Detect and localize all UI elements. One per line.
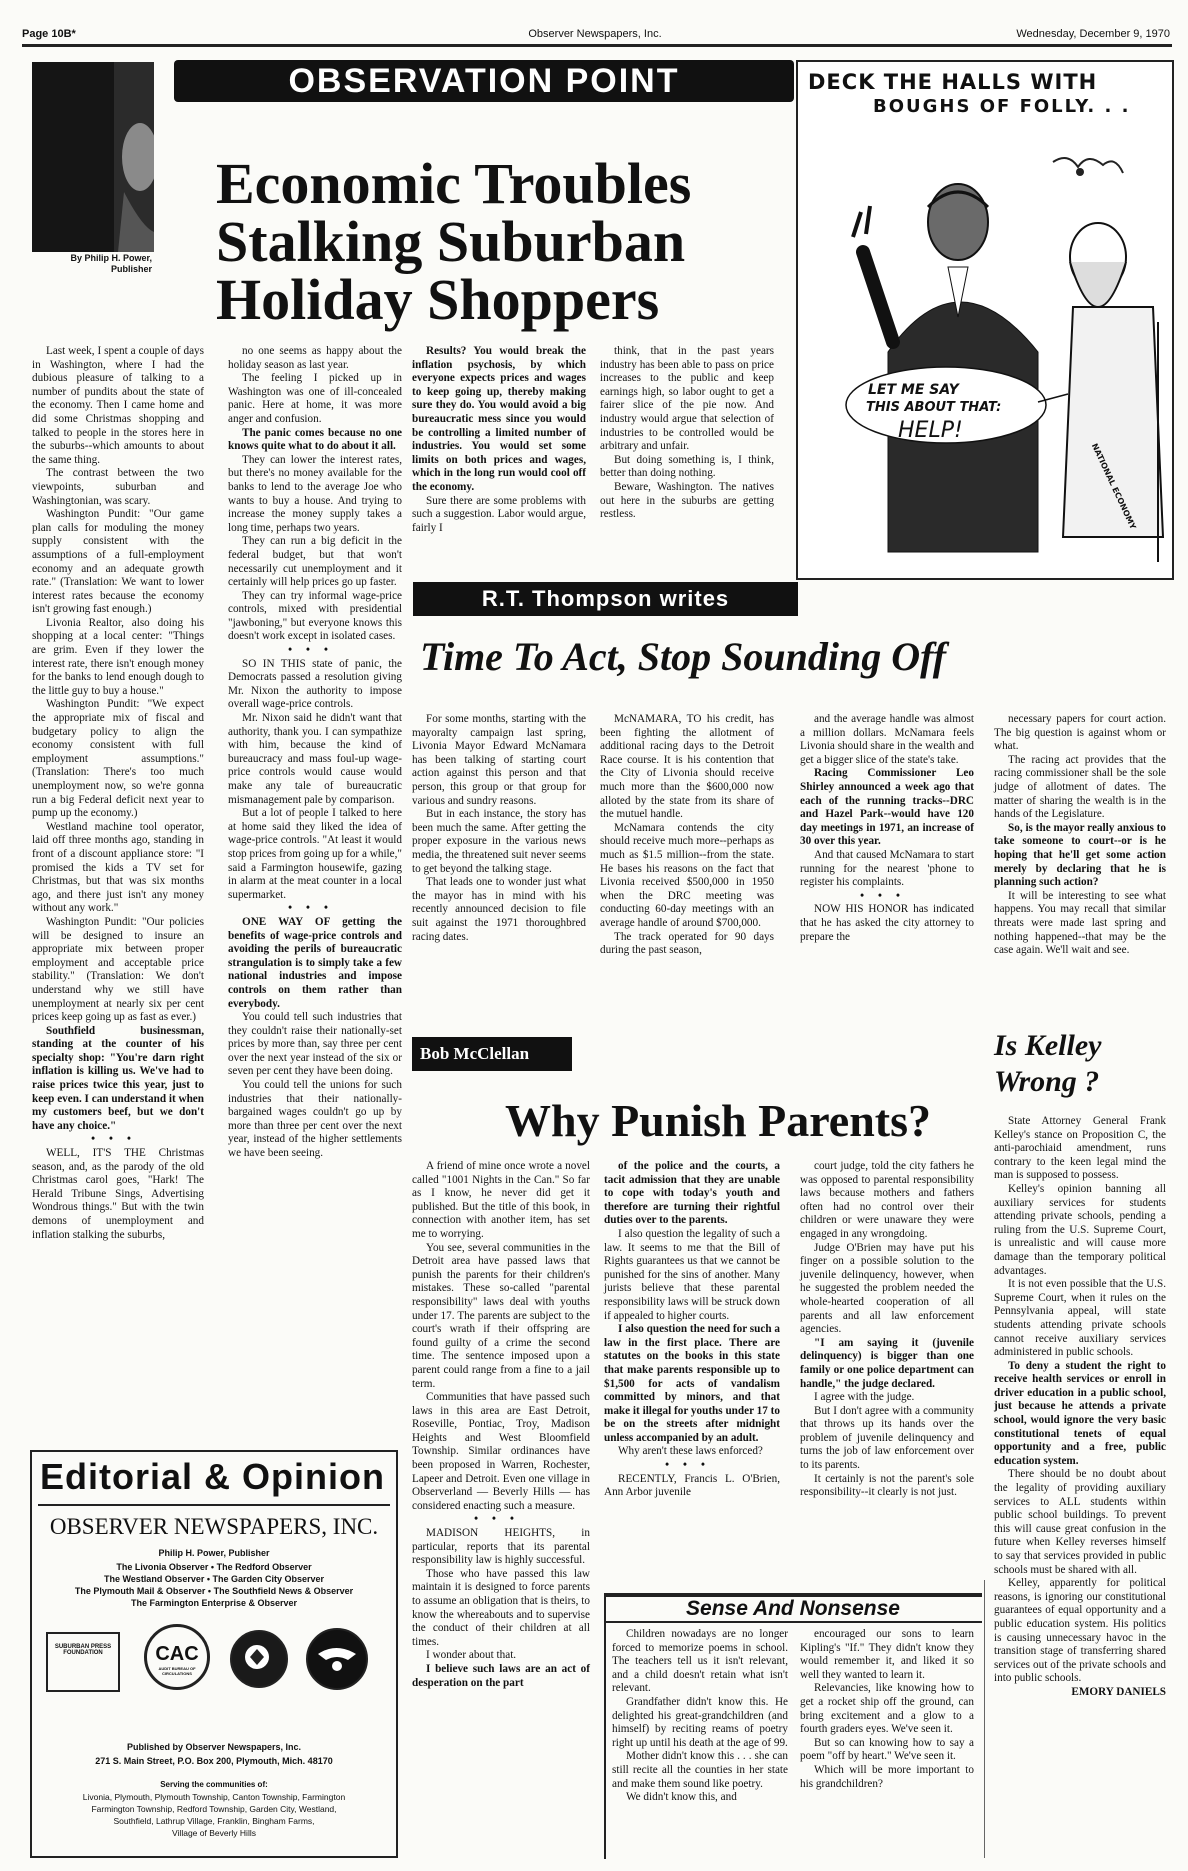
paragraph: Kelley, apparently for political reasons, is ignoring our constitutional guarantees of equal opportunity and a public education system. His politics is causing unnecessary havoc in the transition stage of transferring shared services out of the private schools and into public schools. — [994, 1577, 1166, 1685]
paragraph: and the average handle was almost a million dollars. McNamara feels Livonia should share in the wealth and get a bigger slice of the state's take. — [800, 713, 974, 766]
paragraph: ONE WAY OF getting the benefits of wage-price controls and avoiding the perils of bureaucratic strangulation is to simply take a few national industries and impose controls on them rather than everybody. — [228, 915, 402, 1010]
paragraph: State Attorney General Frank Kelley's stance on Proposition C, the anti-parochiaid amendment, runs contrary to the keen legal mind the man is supposed to possess. — [994, 1115, 1166, 1182]
editorial-cartoon — [796, 60, 1174, 580]
paragraph: But I don't agree with a community that throws up its hands over the problem of juvenile delinquency and turns the job of law enforcement over to its parents. — [800, 1404, 974, 1472]
byline: By Philip H. Power, — [70, 253, 152, 263]
kelley-headline-1: Is Kelley — [994, 1029, 1102, 1062]
thompson-col-3 — [800, 713, 974, 944]
mcclellan-col-1 — [412, 1160, 590, 1690]
mcclellan-banner: Bob McClellan — [412, 1037, 572, 1071]
paragraph: Children nowadays are no longer forced to memorize poems in school. The teachers tell us it isn't relevant, and a child doesn't retain what isn't relevant. — [612, 1628, 788, 1695]
address: 271 S. Main Street, P.O. Box 200, Plymouth, Mich. 48170 — [95, 1756, 333, 1766]
nonsense-col-1 — [612, 1628, 788, 1805]
mcclellan-headline: Why Punish Parents? — [505, 1095, 932, 1146]
observation-col-4 — [600, 345, 774, 522]
paragraph: They can lower the interest rates, but there's no money available for the banks to lend to the average Joe who wants to buy a house. And trying to increase the money supply takes a long time, perhaps two years. — [228, 453, 402, 534]
paragraph: The contrast between the two viewpoints, suburban and Washingtonian, was scary. — [32, 467, 204, 507]
thompson-banner: R.T. Thompson writes — [413, 582, 798, 616]
paragraph: A friend of mine once wrote a novel called "1001 Nights in the Can." So far as I know, he never did get it published. But the title of this book, in connection with another item, has set me to worrying. — [412, 1160, 590, 1240]
nonsense-title: Sense And Nonsense — [686, 1597, 900, 1620]
header-rule — [22, 44, 1172, 47]
paragraph: You could tell the unions for such industries that their nationally-bargained wages couldn't go up by more than three per cent over the next year, instead of the higher settlements we have been seeing. — [228, 1079, 402, 1160]
cartoon-speech-1: LET ME SAY — [868, 382, 959, 398]
paragraph: You see, several communities in the Detroit area have passed laws that punish the parents for their children's mistakes. These so-called "parental responsibility" laws deal with youths under 17. The parents are subject to the court's wrath if their offspring are found guilty of a crime the second time. The sentence imposed upon a parent could range from a fine to a jail term. — [412, 1241, 590, 1390]
paragraph: Racing Commissioner Leo Shirley announced a week ago that each of the running tracks--DRC and Hazel Park--would have 120 day meetings in 1971, an increase of 30 over this year. — [800, 767, 974, 848]
paragraph: To deny a student the right to receive health services or enroll in driver education in a public school, just because he attends a private school, would ignore the very basic constitutional tenets of equal opportunity and a free, public education system. — [994, 1359, 1166, 1467]
eagle-seal — [306, 1628, 368, 1690]
paragraph: court judge, told the city fathers he was opposed to parental responsibility laws because mothers and fathers often had no control over their children or were unaware they were engaged in any wrongdoing. — [800, 1160, 974, 1240]
paragraph: Westland machine tool operator, laid off three months ago, standing in front of a discount appliance store: "I promised the kids a TV set for Christmas, but that was six months ago, and there just isn't any money without any work." — [32, 820, 204, 915]
paragraph: It is not even possible that the U.S. Supreme Court, when it rules on the Pennsylvania appeal, will state students attending private schools cannot receive auxiliary services administered in public schools. — [994, 1278, 1166, 1359]
cartoon-drawing — [798, 122, 1172, 578]
observation-headline-2: Stalking Suburban — [216, 209, 686, 274]
paragraph: NOW HIS HONOR has indicated that he has asked the city attorney to prepare the — [800, 903, 974, 943]
paragraph: Judge O'Brien may have put his finger on a possible solution to the juvenile delinquency, however, when he suggested the problem needed the whole-hearted cooperation of all parents and all law enforcement agencies. — [800, 1241, 974, 1336]
paragraph: There should be no doubt about the legality of providing auxiliary services to ALL students within public school buildings. To prevent this will cause great confusion in the future when Kelley reverses himself to say that services provided in public schools must be shared with all. — [994, 1468, 1166, 1576]
serving-list-1: Livonia, Plymouth, Plymouth Township, Canton Township, Farmington — [82, 1792, 346, 1802]
observation-col-3 — [412, 345, 586, 535]
thompson-col-2 — [600, 713, 774, 958]
separator: ••• — [474, 1513, 528, 1526]
paragraph: But doing something is, I think, better than doing nothing. — [600, 453, 774, 480]
paragraph: Grandfather didn't know this. He delighted his great-grandchildren (and himself) by reciting reams of poetry right up until his death at the age of 99. — [612, 1695, 788, 1749]
paragraph: That leads one to wonder just what the mayor has in mind with his recently announced decision to file suit against the 1971 thoroughbred racing dates. — [412, 876, 586, 943]
paragraph: Washington Pundit: "We expect the appropriate mix of fiscal and budgetary policy to align the economy consistent with full employment assumptions." (Translation: There's too much unemployment now, so we're gonna run a big Federal deficit next year to pump up the economy.) — [32, 698, 204, 820]
paper-list-1: The Livonia Observer • The Redford Observer — [116, 1562, 312, 1572]
publisher-photo — [32, 62, 154, 252]
observation-headline-1: Economic Troubles — [216, 151, 692, 216]
paragraph: encouraged our sons to learn Kipling's "If." They didn't know they would remember it, and liked it so well they wanted to learn it. — [800, 1628, 974, 1681]
editorial-masthead — [30, 1450, 398, 1858]
press-association-seal — [230, 1630, 288, 1688]
paragraph: But a lot of people I talked to here at home said they liked the idea of wage-price controls. "At least it would stop prices from going up for a while," said a Farmington housewife, gazing in alarm at the meat counter in a local supermarket. — [228, 807, 402, 901]
thompson-headline: Time To Act, Stop Sounding Off — [420, 634, 947, 679]
signature: EMORY DANIELS — [1071, 1685, 1166, 1698]
paragraph: Sure there are some problems with such a suggestion. Labor would argue, fairly I — [412, 494, 586, 534]
eagle-emblem — [308, 1630, 366, 1688]
paragraph: Washington Pundit: "Our game plan calls for moduling the money supply consistent with the assumptions of a full-employment economy and an adequate growth rate." (Translation: We want to lower interest rates because the economy isn't growing fast enough.) — [32, 508, 204, 616]
paragraph: McNamara contends the city should receive much more--perhaps as much as $1.5 million--from the state. He bases his reasons on the fact that Livonia received $500,000 in 1950 when the DRC meeting was conducting 60-day meetings with an average handle of around $700,000. — [600, 821, 774, 929]
paragraph: Communities that have passed such laws in this area are East Detroit, Roseville, Pontiac, Troy, Madison Heights and West Bloomfield Township. Similar ordinances have been proposed in Warren, Rochester, Lapeer and Detroit. Even one village in Observerland — Beverly Hills — has considered enacting such a measure. — [412, 1391, 590, 1512]
seal-emblem — [232, 1632, 286, 1686]
thompson-col-1 — [412, 713, 586, 944]
paragraph: I wonder about that. — [426, 1649, 517, 1662]
paragraph: I agree with the judge. — [814, 1391, 915, 1404]
paragraph: I also question the need for such a law in the first place. There are statutes on the books in this state that make parents responsible up to $1,500 for acts of vandalism committed by minors, and that make it illegal for youths under 17 to be on the streets after midnight unless accompanied by an adult. — [604, 1323, 780, 1444]
paragraph: Mr. Nixon said he didn't want that authority, thank you. I can sympathize with him, because the kind of bureaucracy and mass foul-up wage-price controls would cause would make any tale of bureaucratic mismanagement pale by comparison. — [228, 712, 402, 806]
serving-list-4: Village of Beverly Hills — [172, 1828, 256, 1838]
paragraph: It will be interesting to see what happens. You may recall that similar threats were made last spring and nothing happened--that may be the case again. We'll wait and see. — [994, 889, 1166, 957]
paragraph: We didn't know this, and — [626, 1791, 737, 1804]
paragraph: For some months, starting with the mayoralty campaign last spring, Livonia Mayor Edward McNamara has been talking of starting court action against this person and that person, this group or that group for various and sundry reasons. — [412, 713, 586, 807]
paragraph: MADISON HEIGHTS, in particular, reports that its parental responsibility law is highly successful. — [412, 1527, 590, 1567]
editorial-title: Editorial & Opinion — [40, 1456, 385, 1497]
paragraph: RECENTLY, Francis L. O'Brien, Ann Arbor juvenile — [604, 1472, 780, 1499]
paragraph: Livonia Realtor, also doing his shopping at a local center: "Things are grim. Even if they lower the interest rate, there isn't enough money for the banks to lend enough dough to the little guy to buy a house." — [32, 616, 204, 697]
paper-list-2: The Westland Observer • The Garden City Observer — [103, 1574, 325, 1584]
paragraph: But in each instance, the story has been much the same. After getting the proper exposure in the various news media, the threatened suit never seems to get beyond the talking stage. — [412, 808, 586, 875]
paragraph: necessary papers for court action. The big question is against whom or what. — [994, 713, 1166, 753]
kelley-headline-2: Wrong ? — [994, 1065, 1100, 1098]
editorial-publisher: Philip H. Power, Publisher — [158, 1548, 270, 1558]
column-rule — [984, 1580, 985, 1858]
paper-list-3: The Plymouth Mail & Observer • The Southfield News & Observer — [74, 1586, 354, 1596]
logo-text: SUBURBAN PRESS FOUNDATION — [54, 1644, 112, 1656]
serving-title: Serving the communities of: — [160, 1780, 268, 1789]
nonsense-col-2 — [800, 1628, 974, 1791]
paragraph: I believe such laws are an act of desperation on the part — [412, 1662, 590, 1689]
observation-point-banner: OBSERVATION POINT — [174, 60, 794, 102]
mcclellan-col-2 — [604, 1160, 780, 1500]
published-by: Published by Observer Newspapers, Inc. — [126, 1742, 302, 1752]
paragraph: They can try informal wage-price controls, mixed with presidential "jawboning," but everyone knows this doesn't work except in isolated cases. — [228, 589, 402, 643]
issue-date: Wednesday, December 9, 1970 — [1016, 28, 1170, 40]
byline-title: Publisher — [110, 264, 152, 274]
paragraph: The feeling I picked up in Washington was one of ill-concealed panic. Here at home, it was more anger and confusion. — [228, 372, 402, 425]
paragraph: They can run a big deficit in the federal budget, but that won't necessarily cut unemployment and it certainly will help prices go up faster. — [228, 535, 402, 589]
paragraph: The panic comes because no one knows quite what to do about it all. — [228, 426, 402, 453]
paragraph: Results? You would break the inflation psychosis, by which everyone expects prices and wages to keep going up, thereby making sure they do. You would avoid a big bureaucratic mess since you would be controlling a limited number of industries. You would set some limits on both prices and wages, which in the long run would cool off the economy. — [412, 345, 586, 493]
paragraph: And that caused McNamara to start running for the nearest 'phone to register his complaints. — [800, 848, 974, 889]
paragraph: Southfield businessman, standing at the counter of his specialty shop: "You're darn right inflation is killing us. We've had to raise prices twice this year, just to keep even. I can understand it when my customers beef, but we don't have any choice." — [32, 1024, 204, 1132]
paragraph: It certainly is not the parent's sole responsibility--it clearly is not just. — [800, 1472, 974, 1499]
paragraph: Mother didn't know this . . . she can still recite all the counties in her state and make them sound like poetry. — [612, 1750, 788, 1790]
paragraph: think, that in the past years industry has been able to pass on price increases to the public and keep earnings high, so labor ought to get a fairer slice of the pie now. And industry would argue that selection of industries to be controlled would be arbitrary and unfair. — [600, 345, 774, 453]
paragraph: no one seems as happy about the holiday season as last year. — [228, 345, 402, 371]
paragraph: Last week, I spent a couple of days in Washington, where I had the dubious pleasure of talking to a number of pundits about the state of the economy. Then I came home and did some Christmas shopping and talked to people in the stores here in the suburbs--which amounts to about the same thing. — [32, 345, 204, 466]
paragraph: Kelley's opinion banning all auxiliary services for students attending private schools, pending a ruling from the U.S. Supreme Court, is unrealistic and will cause more damage than the temporary political advantages. — [994, 1182, 1166, 1277]
paragraph: The track operated for 90 days during the past season, — [600, 930, 774, 957]
cartoon-caption-1: DECK THE HALLS WITH — [808, 70, 1098, 94]
thompson-col-4 — [994, 713, 1166, 958]
paragraph: McNAMARA, TO his credit, has been fighting the allotment of additional racing days to the Detroit Race course. It is his contention that the City of Livonia should receive much more than the $600,000 now alloted by the state from its share of the mutuel handle. — [600, 713, 774, 821]
paragraph: Beware, Washington. The natives out here in the suburbs are getting restless. — [600, 480, 774, 521]
paragraph: WELL, IT'S THE Christmas season, and, as the parody of the old Christmas carol goes, "Hark! The Herald Tribune Sings, Advertising Wondrous things." But with the twin demons of unemployment and inflation stalking the suburbs, — [32, 1147, 204, 1241]
paragraph: So, is the mayor really anxious to take someone to court--or is he hoping that he'll get some action merely by declaring that he is planning such action? — [994, 821, 1166, 889]
separator: ••• — [288, 902, 342, 915]
cartoon-robe-label: NATIONAL ECONOMY — [1089, 442, 1138, 531]
serving-list-3: Southfield, Lathrup Village, Franklin, Bingham Farms, — [113, 1816, 315, 1826]
paragraph: Relevancies, like knowing how to get a rocket ship off the ground, can bring excitement and a glow to a fourth graders eyes. We've seen it. — [800, 1682, 974, 1736]
mcclellan-col-3 — [800, 1160, 974, 1500]
paragraph: of the police and the courts, a tacit admission that they are unable to cope with today's youth and therefore are turning their rightful duties over to the parents. — [604, 1160, 780, 1227]
cartoon-caption-2: BOUGHS OF FOLLY. . . — [873, 96, 1131, 117]
observation-col-2 — [228, 345, 402, 1161]
editorial-company: OBSERVER NEWSPAPERS, INC. — [49, 1514, 379, 1539]
cartoon-speech-2: THIS ABOUT THAT: — [866, 400, 1002, 415]
logo-text: AUDIT BUREAU OF CIRCULATIONS — [158, 1666, 196, 1676]
separator: ••• — [288, 644, 342, 657]
paragraph: I also question the legality of such a law. It seems to me that the Bill of Rights guarantees us that we cannot be punished for the sins of another. Many jurists believe that these parental responsibility laws will be struck down if appealed to higher courts. — [604, 1227, 780, 1322]
paragraph: SO IN THIS state of panic, the Democrats passed a resolution giving Mr. Nixon the authority to impose overall wage-price controls. — [228, 657, 402, 711]
paragraph: Why aren't these laws enforced? — [618, 1445, 763, 1458]
abc-mark: CAC — [155, 1643, 199, 1665]
observation-headline-3: Holiday Shoppers — [216, 267, 660, 332]
page-number: Page 10B* — [22, 28, 76, 40]
paragraph: Washington Pundit: "Our policies will be designed to insure an appropriate mix between proper employment and acceptable price stability." (Translation: We don't understand why we still have unemployment at nearly six per cent prices keep going up as fast as ever.) — [32, 915, 204, 1024]
masthead-rule — [38, 1504, 390, 1506]
abc-logo — [144, 1624, 210, 1690]
paragraph: "I am saying it (juvenile delinquency) is bigger than one family or one police department can handle," the judge declared. — [800, 1336, 974, 1390]
observation-col-1 — [32, 345, 204, 1242]
paragraph: You could tell such industries that they couldn't raise their nationally-set prices by more than, say three per cent over the next year instead of the six or seven per cent they have been doing. — [228, 1011, 402, 1078]
separator: ••• — [860, 889, 914, 902]
separator: ••• — [665, 1459, 719, 1472]
nonsense-title-bar — [604, 1593, 982, 1623]
paragraph: Which will be more important to his grandchildren? — [800, 1763, 974, 1790]
kelley-body — [994, 1115, 1166, 1700]
paragraph: The racing act provides that the racing commissioner shall be the sole judge of allotment of dates. The matter of sharing the wealth is in the hands of the Legislature. — [994, 753, 1166, 821]
paper-list-4: The Farmington Enterprise & Observer — [130, 1598, 298, 1608]
cartoon-speech-3: HELP! — [898, 418, 963, 443]
paper-name: Observer Newspapers, Inc. — [528, 28, 662, 40]
separator: ••• — [91, 1133, 145, 1146]
suburban-press-logo — [46, 1632, 120, 1692]
paragraph: Those who have passed this law maintain it is designed to force parents to assume an obligation that is theirs, to know the whereabouts and to supervise the conduct of their children at all times. — [412, 1567, 590, 1648]
paragraph: But so can knowing how to say a poem "off by heart." We've seen it. — [800, 1736, 974, 1763]
serving-list-2: Farmington Township, Redford Township, Garden City, Westland, — [91, 1804, 337, 1814]
